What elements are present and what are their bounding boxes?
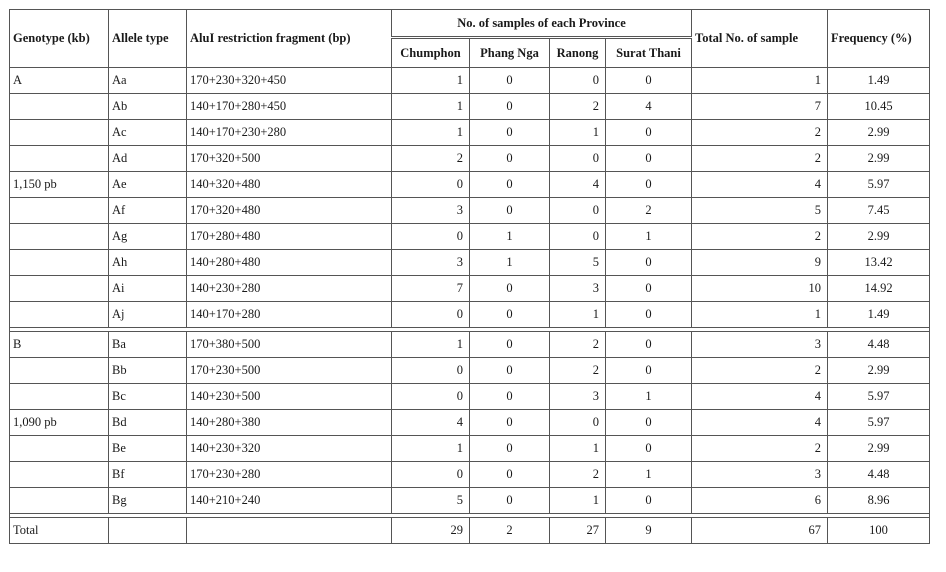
phang-nga-count-cell: 0 bbox=[470, 198, 550, 224]
genotype-cell bbox=[10, 120, 109, 146]
frequency-cell: 13.42 bbox=[828, 250, 930, 276]
genotype-cell: B bbox=[10, 332, 109, 358]
total-label: Total bbox=[10, 518, 109, 544]
ranong-count-cell: 0 bbox=[550, 410, 606, 436]
chumphon-count-cell: 3 bbox=[392, 198, 470, 224]
ranong-count-cell: 0 bbox=[550, 146, 606, 172]
total-count-cell: 2 bbox=[692, 120, 828, 146]
total-count-cell: 6 bbox=[692, 488, 828, 514]
chumphon-count-cell: 1 bbox=[392, 94, 470, 120]
total-frequency: 100 bbox=[828, 518, 930, 544]
surat-thani-count-cell: 4 bbox=[606, 94, 692, 120]
header-fragment: AluI restriction fragment (bp) bbox=[187, 10, 392, 68]
fragment-cell: 140+280+380 bbox=[187, 410, 392, 436]
allele-cell: Bd bbox=[109, 410, 187, 436]
fragment-cell: 140+170+280+450 bbox=[187, 94, 392, 120]
total-count-cell: 4 bbox=[692, 384, 828, 410]
ranong-count-cell: 2 bbox=[550, 332, 606, 358]
total-count-cell: 3 bbox=[692, 332, 828, 358]
surat-thani-count-cell: 1 bbox=[606, 224, 692, 250]
fragment-cell: 170+380+500 bbox=[187, 332, 392, 358]
allele-cell: Be bbox=[109, 436, 187, 462]
ranong-count-cell: 1 bbox=[550, 436, 606, 462]
ranong-count-cell: 1 bbox=[550, 302, 606, 328]
total-count-cell: 4 bbox=[692, 172, 828, 198]
allele-cell: Ab bbox=[109, 94, 187, 120]
genotype-cell bbox=[10, 276, 109, 302]
allele-cell: Ai bbox=[109, 276, 187, 302]
table-row bbox=[10, 94, 930, 120]
ranong-count-cell: 2 bbox=[550, 358, 606, 384]
table-row bbox=[10, 462, 930, 488]
phang-nga-count-cell: 0 bbox=[470, 302, 550, 328]
genotype-cell bbox=[10, 302, 109, 328]
surat-thani-count-cell: 0 bbox=[606, 146, 692, 172]
total-fragment-empty bbox=[187, 518, 392, 544]
frequency-cell: 2.99 bbox=[828, 146, 930, 172]
chumphon-count-cell: 1 bbox=[392, 332, 470, 358]
total-count-cell: 10 bbox=[692, 276, 828, 302]
ranong-count-cell: 5 bbox=[550, 250, 606, 276]
allele-cell: Aa bbox=[109, 68, 187, 94]
allele-cell: Ac bbox=[109, 120, 187, 146]
allele-frequency-table bbox=[9, 9, 930, 544]
chumphon-count-cell: 0 bbox=[392, 384, 470, 410]
phang-nga-count-cell: 0 bbox=[470, 172, 550, 198]
allele-cell: Bb bbox=[109, 358, 187, 384]
allele-cell: Ad bbox=[109, 146, 187, 172]
surat-thani-count-cell: 0 bbox=[606, 488, 692, 514]
fragment-cell: 140+230+280 bbox=[187, 276, 392, 302]
total-body bbox=[10, 518, 930, 544]
surat-thani-count-cell: 0 bbox=[606, 68, 692, 94]
ranong-count-cell: 3 bbox=[550, 384, 606, 410]
group-a-body bbox=[10, 68, 930, 328]
frequency-cell: 8.96 bbox=[828, 488, 930, 514]
phang-nga-count-cell: 1 bbox=[470, 224, 550, 250]
table-row bbox=[10, 384, 930, 410]
chumphon-count-cell: 0 bbox=[392, 302, 470, 328]
total-count-cell: 7 bbox=[692, 94, 828, 120]
total-count-cell: 2 bbox=[692, 358, 828, 384]
ranong-count-cell: 0 bbox=[550, 224, 606, 250]
surat-thani-count-cell: 0 bbox=[606, 120, 692, 146]
chumphon-count-cell: 0 bbox=[392, 358, 470, 384]
table-row bbox=[10, 224, 930, 250]
genotype-cell bbox=[10, 146, 109, 172]
table-row bbox=[10, 172, 930, 198]
table-row bbox=[10, 146, 930, 172]
chumphon-count-cell: 1 bbox=[392, 436, 470, 462]
phang-nga-count-cell: 0 bbox=[470, 462, 550, 488]
table-row bbox=[10, 358, 930, 384]
ranong-count-cell: 4 bbox=[550, 172, 606, 198]
phang-nga-count-cell: 0 bbox=[470, 332, 550, 358]
chumphon-count-cell: 2 bbox=[392, 146, 470, 172]
genotype-cell bbox=[10, 384, 109, 410]
frequency-cell: 2.99 bbox=[828, 436, 930, 462]
total-samples: 67 bbox=[692, 518, 828, 544]
table-row bbox=[10, 198, 930, 224]
frequency-cell: 5.97 bbox=[828, 410, 930, 436]
header-province-chumphon: Chumphon bbox=[392, 38, 470, 68]
table-row bbox=[10, 436, 930, 462]
fragment-cell: 140+230+320 bbox=[187, 436, 392, 462]
ranong-count-cell: 0 bbox=[550, 68, 606, 94]
allele-cell: Ba bbox=[109, 332, 187, 358]
phang-nga-count-cell: 0 bbox=[470, 120, 550, 146]
chumphon-count-cell: 0 bbox=[392, 172, 470, 198]
ranong-count-cell: 0 bbox=[550, 198, 606, 224]
phang-nga-count-cell: 0 bbox=[470, 276, 550, 302]
fragment-cell: 170+320+480 bbox=[187, 198, 392, 224]
header-frequency: Frequency (%) bbox=[828, 10, 930, 68]
phang-nga-count-cell: 0 bbox=[470, 384, 550, 410]
genotype-cell bbox=[10, 436, 109, 462]
allele-cell: Ah bbox=[109, 250, 187, 276]
chumphon-count-cell: 4 bbox=[392, 410, 470, 436]
total-phang-nga: 2 bbox=[470, 518, 550, 544]
surat-thani-count-cell: 0 bbox=[606, 172, 692, 198]
header-total: Total No. of sample bbox=[692, 10, 828, 68]
ranong-count-cell: 1 bbox=[550, 120, 606, 146]
table-row bbox=[10, 250, 930, 276]
header-allele-type: Allele type bbox=[109, 10, 187, 68]
allele-cell: Bg bbox=[109, 488, 187, 514]
frequency-cell: 1.49 bbox=[828, 302, 930, 328]
surat-thani-count-cell: 0 bbox=[606, 332, 692, 358]
frequency-cell: 5.97 bbox=[828, 384, 930, 410]
frequency-cell: 2.99 bbox=[828, 120, 930, 146]
allele-cell: Af bbox=[109, 198, 187, 224]
table-row bbox=[10, 120, 930, 146]
allele-cell: Bf bbox=[109, 462, 187, 488]
table-row bbox=[10, 302, 930, 328]
phang-nga-count-cell: 0 bbox=[470, 146, 550, 172]
fragment-cell: 170+230+320+450 bbox=[187, 68, 392, 94]
surat-thani-count-cell: 1 bbox=[606, 384, 692, 410]
frequency-cell: 7.45 bbox=[828, 198, 930, 224]
fragment-cell: 140+230+500 bbox=[187, 384, 392, 410]
phang-nga-count-cell: 1 bbox=[470, 250, 550, 276]
chumphon-count-cell: 7 bbox=[392, 276, 470, 302]
fragment-cell: 170+230+500 bbox=[187, 358, 392, 384]
frequency-cell: 1.49 bbox=[828, 68, 930, 94]
total-allele-empty bbox=[109, 518, 187, 544]
total-ranong: 27 bbox=[550, 518, 606, 544]
phang-nga-count-cell: 0 bbox=[470, 94, 550, 120]
fragment-cell: 170+280+480 bbox=[187, 224, 392, 250]
frequency-cell: 4.48 bbox=[828, 332, 930, 358]
frequency-cell: 2.99 bbox=[828, 358, 930, 384]
allele-cell: Bc bbox=[109, 384, 187, 410]
group-b-body bbox=[10, 332, 930, 514]
total-count-cell: 2 bbox=[692, 146, 828, 172]
surat-thani-count-cell: 0 bbox=[606, 436, 692, 462]
surat-thani-count-cell: 0 bbox=[606, 276, 692, 302]
total-surat-thani: 9 bbox=[606, 518, 692, 544]
genotype-cell bbox=[10, 462, 109, 488]
genotype-cell bbox=[10, 198, 109, 224]
genotype-cell: 1,150 pb bbox=[10, 172, 109, 198]
genotype-cell: 1,090 pb bbox=[10, 410, 109, 436]
total-count-cell: 1 bbox=[692, 68, 828, 94]
table-row bbox=[10, 276, 930, 302]
table-row bbox=[10, 488, 930, 514]
chumphon-count-cell: 5 bbox=[392, 488, 470, 514]
fragment-cell: 140+210+240 bbox=[187, 488, 392, 514]
total-count-cell: 9 bbox=[692, 250, 828, 276]
genotype-cell bbox=[10, 250, 109, 276]
header-province-phang-nga: Phang Nga bbox=[470, 38, 550, 68]
header-province-group: No. of samples of each Province bbox=[392, 10, 692, 38]
table-container bbox=[9, 9, 930, 544]
genotype-cell bbox=[10, 94, 109, 120]
fragment-cell: 170+230+280 bbox=[187, 462, 392, 488]
header-province-ranong: Ranong bbox=[550, 38, 606, 68]
header-province-surat-thani: Surat Thani bbox=[606, 38, 692, 68]
chumphon-count-cell: 3 bbox=[392, 250, 470, 276]
genotype-cell: A bbox=[10, 68, 109, 94]
surat-thani-count-cell: 2 bbox=[606, 198, 692, 224]
ranong-count-cell: 2 bbox=[550, 94, 606, 120]
total-row bbox=[10, 518, 930, 544]
fragment-cell: 170+320+500 bbox=[187, 146, 392, 172]
phang-nga-count-cell: 0 bbox=[470, 436, 550, 462]
fragment-cell: 140+170+280 bbox=[187, 302, 392, 328]
table-row bbox=[10, 68, 930, 94]
phang-nga-count-cell: 0 bbox=[470, 410, 550, 436]
frequency-cell: 10.45 bbox=[828, 94, 930, 120]
surat-thani-count-cell: 1 bbox=[606, 462, 692, 488]
frequency-cell: 4.48 bbox=[828, 462, 930, 488]
fragment-cell: 140+320+480 bbox=[187, 172, 392, 198]
total-count-cell: 2 bbox=[692, 436, 828, 462]
surat-thani-count-cell: 0 bbox=[606, 302, 692, 328]
total-count-cell: 2 bbox=[692, 224, 828, 250]
table-row bbox=[10, 332, 930, 358]
total-count-cell: 3 bbox=[692, 462, 828, 488]
table-header bbox=[10, 10, 930, 68]
chumphon-count-cell: 1 bbox=[392, 120, 470, 146]
allele-cell: Ag bbox=[109, 224, 187, 250]
total-count-cell: 5 bbox=[692, 198, 828, 224]
frequency-cell: 2.99 bbox=[828, 224, 930, 250]
surat-thani-count-cell: 0 bbox=[606, 250, 692, 276]
fragment-cell: 140+170+230+280 bbox=[187, 120, 392, 146]
chumphon-count-cell: 0 bbox=[392, 224, 470, 250]
surat-thani-count-cell: 0 bbox=[606, 358, 692, 384]
total-count-cell: 1 bbox=[692, 302, 828, 328]
genotype-cell bbox=[10, 358, 109, 384]
chumphon-count-cell: 1 bbox=[392, 68, 470, 94]
frequency-cell: 5.97 bbox=[828, 172, 930, 198]
phang-nga-count-cell: 0 bbox=[470, 358, 550, 384]
frequency-cell: 14.92 bbox=[828, 276, 930, 302]
allele-cell: Ae bbox=[109, 172, 187, 198]
phang-nga-count-cell: 0 bbox=[470, 68, 550, 94]
phang-nga-count-cell: 0 bbox=[470, 488, 550, 514]
chumphon-count-cell: 0 bbox=[392, 462, 470, 488]
total-count-cell: 4 bbox=[692, 410, 828, 436]
surat-thani-count-cell: 0 bbox=[606, 410, 692, 436]
allele-cell: Aj bbox=[109, 302, 187, 328]
genotype-cell bbox=[10, 224, 109, 250]
total-chumphon: 29 bbox=[392, 518, 470, 544]
ranong-count-cell: 2 bbox=[550, 462, 606, 488]
fragment-cell: 140+280+480 bbox=[187, 250, 392, 276]
genotype-cell bbox=[10, 488, 109, 514]
ranong-count-cell: 3 bbox=[550, 276, 606, 302]
ranong-count-cell: 1 bbox=[550, 488, 606, 514]
header-genotype: Genotype (kb) bbox=[10, 10, 109, 68]
table-row bbox=[10, 410, 930, 436]
